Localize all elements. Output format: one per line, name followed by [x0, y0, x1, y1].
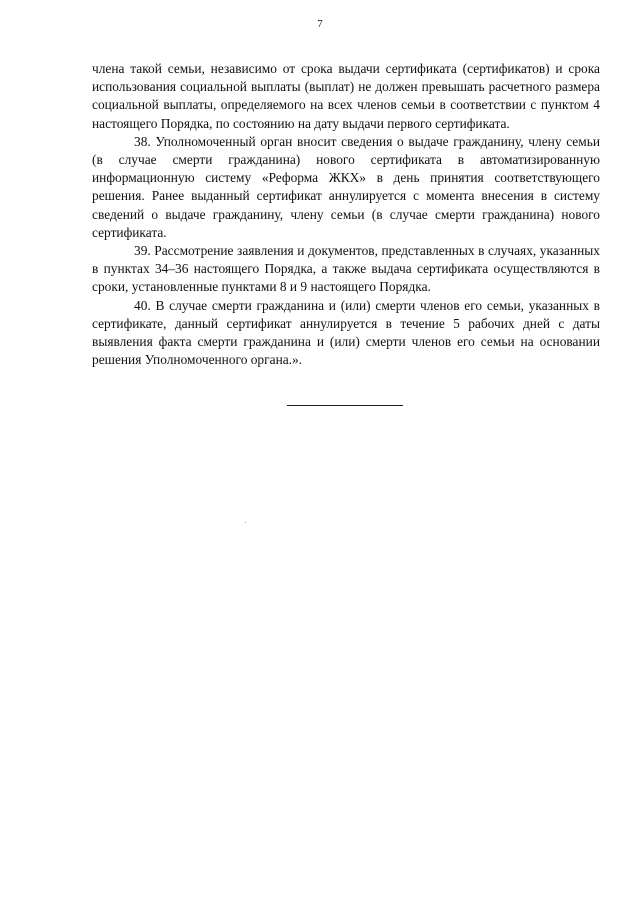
paragraph-38: 38. Уполномоченный орган вносит сведения о выдаче гражданину, члену семьи (в случае смерти гражданина) нового сертификата в автоматизированную информационную систему «Реформа ЖКХ» в день принятия соответствующего решения. Ранее выданный сертификат аннулируется с момента внесения в систему сведений о выдаче гражданину, члену семьи (в случае смерти гражданина) нового сертификата. [92, 133, 600, 240]
scan-speck [245, 522, 246, 523]
end-separator-line [287, 405, 403, 406]
paragraph-continuation: члена такой семьи, независимо от срока выдачи сертификата (сертификатов) и срока использования социальной выплаты (выплат) не должен превышать расчетного размера социальной выплаты, определяемого на всех членов семьи в соответствии с пунктом 4 настоящего Порядка, по состоянию на дату выдачи первого сертификата. [92, 61, 600, 131]
body-text [92, 60, 600, 369]
paragraph-40: 40. В случае смерти гражданина и (или) смерти членов его семьи, указанных в сертификате, данный сертификат аннулируется в течение 5 рабочих дней с даты выявления факта смерти гражданина и (или) смерти членов его семьи на основании решения Уполномоченного органа.». [92, 297, 600, 368]
page-number: 7 [317, 18, 323, 30]
paragraph-39: 39. Рассмотрение заявления и документов, представленных в случаях, указанных в пунктах 34–36 настоящего Порядка, а также выдача сертификата осуществляются в сроки, установленные пунктами 8 и 9 настоящего Порядка. [92, 243, 600, 295]
